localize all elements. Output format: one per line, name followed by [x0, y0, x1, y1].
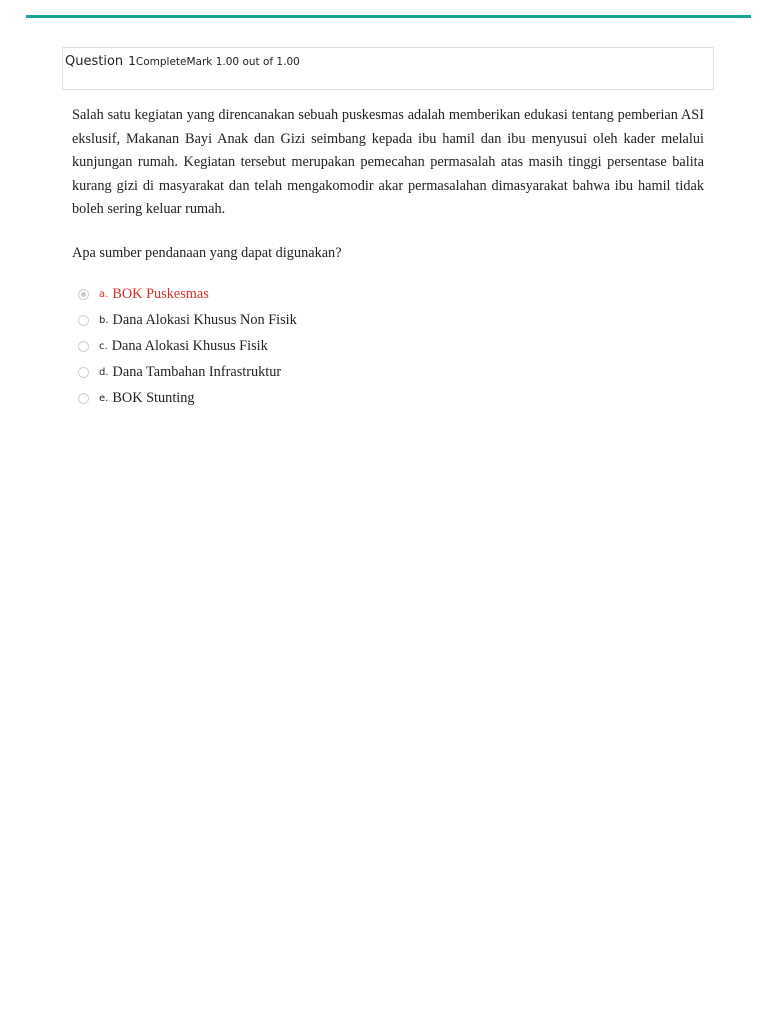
answer-letter: c. [99, 341, 108, 352]
answer-letter: a. [99, 289, 109, 300]
answer-option-e[interactable] [78, 386, 704, 412]
question-state: Complete [135, 56, 187, 68]
answer-option-c[interactable] [78, 334, 704, 360]
question-label: Question [65, 54, 124, 69]
radio-button-checked[interactable] [78, 289, 89, 300]
answer-label: BOK Stunting [112, 390, 195, 406]
answer-option-a[interactable] [78, 282, 704, 308]
answer-letter: e. [99, 393, 109, 404]
answer-option-b[interactable] [78, 308, 704, 334]
question-mark: Mark 1.00 out of 1.00 [186, 56, 300, 68]
question-prompt: Apa sumber pendanaan yang dapat digunakan? [72, 244, 342, 261]
answer-option-d[interactable] [78, 360, 704, 386]
answer-letter: b. [99, 315, 109, 326]
radio-button[interactable] [78, 341, 89, 352]
answer-label: Dana Tambahan Infrastruktur [112, 364, 282, 380]
question-number: 1 [128, 54, 136, 68]
question-text: Salah satu kegiatan yang direncanakan sebuah puskesmas adalah memberikan edukasi tentang pemberian ASI ekslusif, Makanan Bayi Anak dan Gizi seimbang kepada ibu hamil dan ibu menyusui oleh kader melalui kunjungan rumah. Kegiatan tersebut merupakan pemecahan permasalah atas masih tinggi persentase balita kurang gizi di masyarakat dan telah mengakomodir akar permasalahan dimasyarakat bahwa ibu hamil tidak boleh sering keluar rumah. [72, 107, 704, 217]
question-content [72, 104, 704, 412]
answer-list [72, 282, 704, 412]
radio-button[interactable] [78, 367, 89, 378]
answer-label: BOK Puskesmas [112, 286, 209, 302]
answer-label: Dana Alokasi Khusus Non Fisik [112, 312, 297, 328]
answer-label: Dana Alokasi Khusus Fisik [111, 338, 268, 354]
answer-letter: d. [99, 367, 109, 378]
question-info-line [65, 50, 300, 69]
radio-button[interactable] [78, 393, 89, 404]
question-info-box [62, 47, 714, 90]
top-accent-bar [26, 15, 751, 18]
radio-button[interactable] [78, 315, 89, 326]
